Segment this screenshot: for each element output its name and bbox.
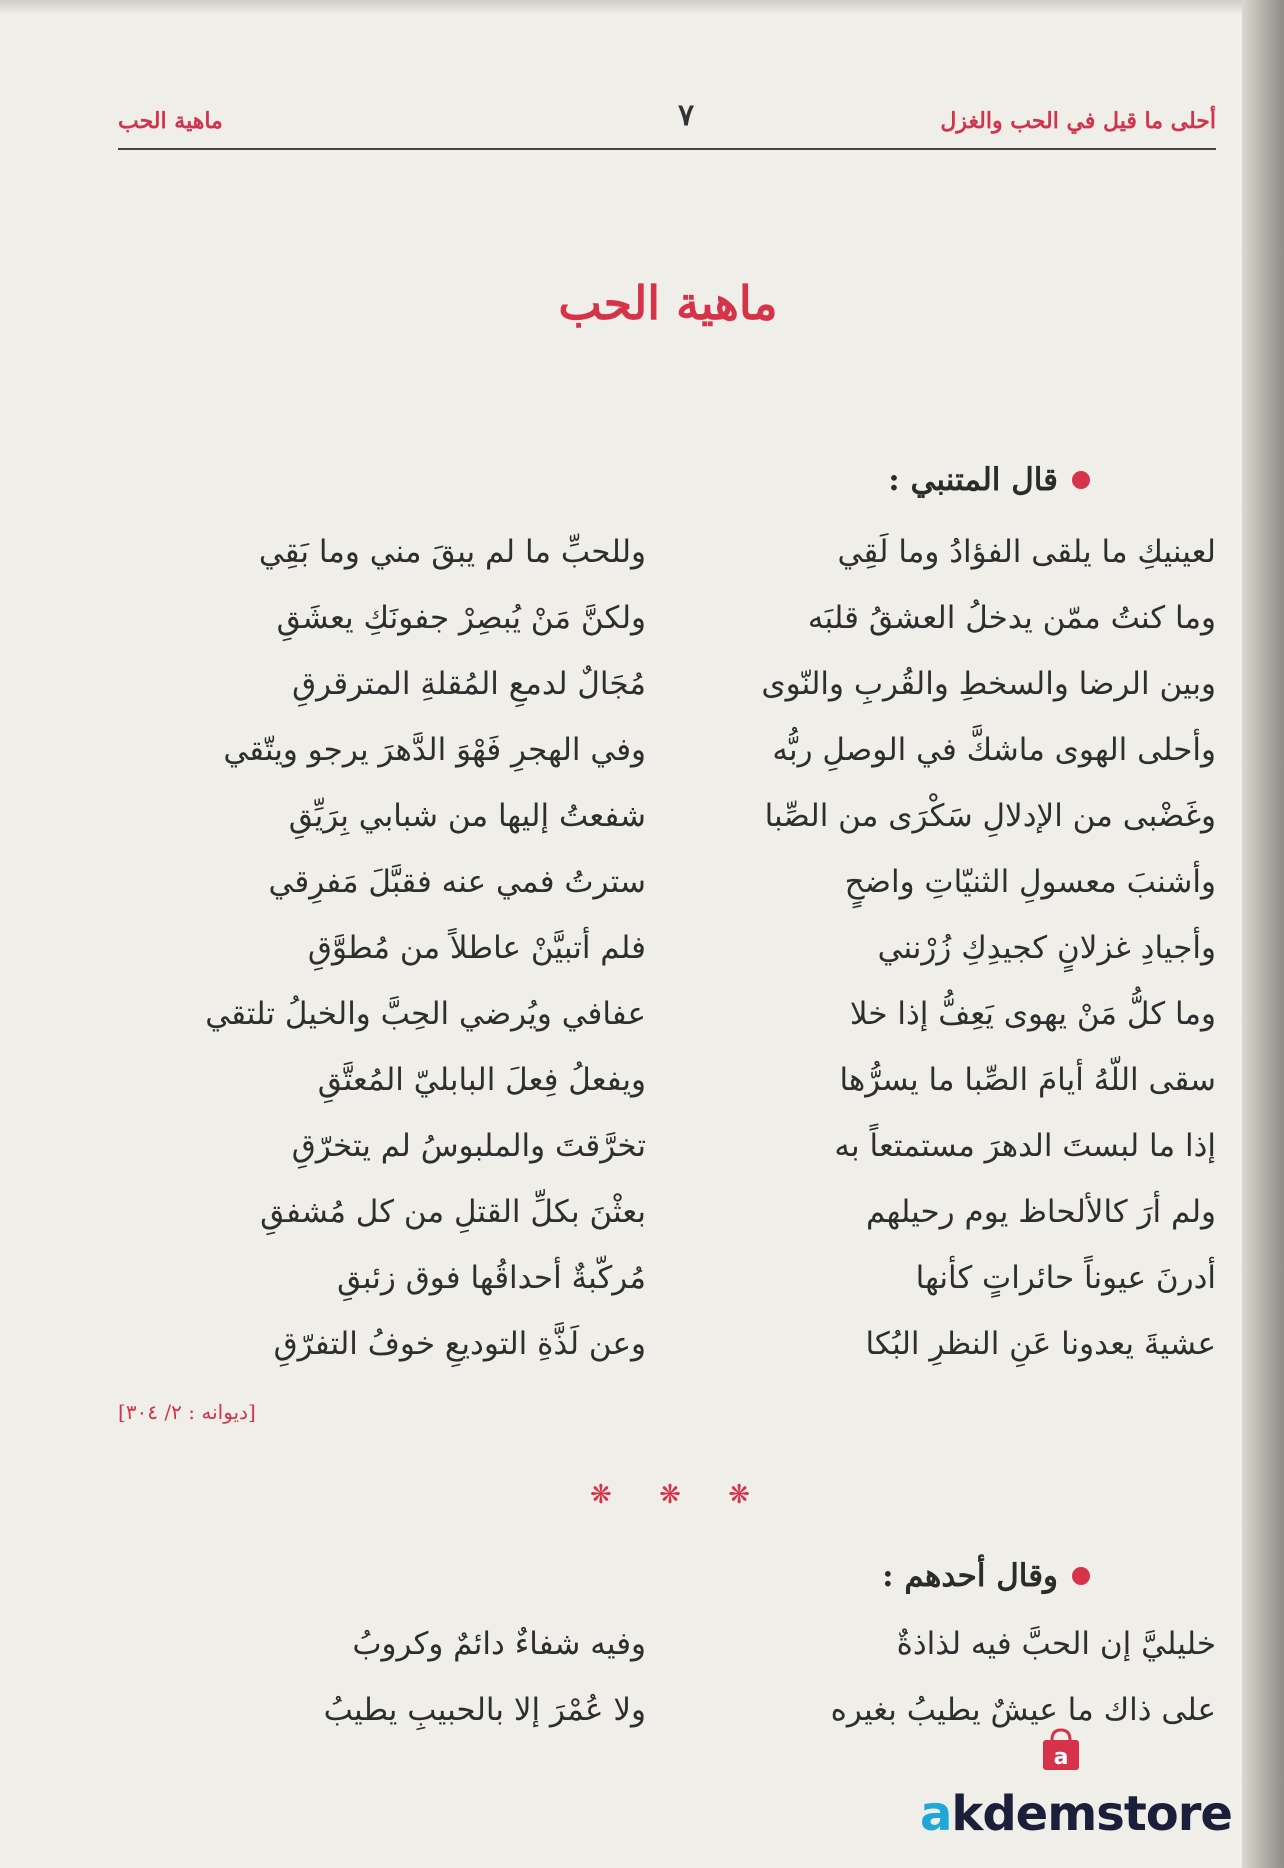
verse-line: [118, 1194, 1216, 1260]
verse-second-hemistich: ولكنَّ مَنْ يُبصِرْ جفونَكِ يعشَقِ: [276, 600, 646, 636]
logo-rest: kdemstore: [951, 1786, 1232, 1842]
verse-second-hemistich: مُجَالٌ لدمعِ المُقلةِ المترقرقِ: [292, 666, 646, 702]
verse-first-hemistich: خليليَّ إن الحبَّ فيه لذاذةٌ: [896, 1626, 1216, 1662]
verse-first-hemistich: وأحلى الهوى ماشكَّ في الوصلِ ربُّه: [772, 732, 1216, 768]
bullet-icon: [1072, 1567, 1090, 1585]
verse-line: [118, 534, 1216, 600]
asterisk-icon: ❋: [659, 1480, 681, 1510]
logo-prefix: a: [920, 1786, 952, 1842]
verse-first-hemistich: وأشنبَ معسولِ الثنيّاتِ واضحٍ: [844, 864, 1216, 900]
poem-mutanabbi: [118, 534, 1216, 1392]
verse-second-hemistich: ولا عُمْرَ إلا بالحبيبِ يطيبُ: [323, 1692, 646, 1728]
verse-second-hemistich: تخرَّقتَ والملبوسُ لم يتخرّقِ: [291, 1128, 646, 1164]
verse-second-hemistich: فلم أتبيَّنْ عاطلاً من مُطوَّقِ: [307, 930, 646, 966]
verse-line: [118, 930, 1216, 996]
badge-letter: a: [1053, 1745, 1069, 1770]
verse-first-hemistich: إذا ما لبستَ الدهرَ مستمتعاً به: [834, 1128, 1216, 1164]
watermark-logo: [920, 1720, 1232, 1842]
bullet-icon: [1072, 471, 1090, 489]
verse-second-hemistich: ويفعلُ فِعلَ البابليّ المُعتَّقِ: [317, 1062, 646, 1098]
asterisk-icon: ❋: [590, 1480, 612, 1510]
shopping-bag-icon: [1038, 1726, 1084, 1772]
verse-line: [118, 1260, 1216, 1326]
asterisk-icon: ❋: [728, 1480, 750, 1510]
verse-first-hemistich: ولم أرَ كالألحاظ يوم رحيلهم: [865, 1194, 1216, 1230]
verse-first-hemistich: وما كلُّ مَنْ يهوى يَعِفُّ إذا خلا: [849, 996, 1216, 1032]
verse-line: [118, 600, 1216, 666]
verse-line: [118, 996, 1216, 1062]
verse-second-hemistich: مُركّبةٌ أحداقُها فوق زئبقِ: [337, 1260, 646, 1296]
verse-first-hemistich: وما كنتُ ممّن يدخلُ العشقُ قلبَه: [807, 600, 1216, 636]
speaker-heading-1: [888, 462, 1090, 498]
verse-line: [118, 732, 1216, 798]
verse-first-hemistich: وبين الرضا والسخطِ والقُربِ والنّوى: [761, 666, 1216, 702]
verse-first-hemistich: على ذاك ما عيشٌ يطيبُ بغيره: [830, 1692, 1216, 1728]
running-header: [118, 96, 1216, 146]
verse-line: [118, 1128, 1216, 1194]
verse-line: [118, 864, 1216, 930]
verse-first-hemistich: وغَضْبى من الإدلالِ سَكْرَى من الصِّبا: [764, 798, 1216, 834]
verse-second-hemistich: بعثْنَ بكلِّ القتلِ من كل مُشفقِ: [260, 1194, 646, 1230]
chapter-title: ماهية الحب: [558, 276, 778, 330]
verse-second-hemistich: وعن لَذَّةِ التوديعِ خوفُ التفرّقِ: [273, 1326, 646, 1362]
verse-line: [118, 1626, 1216, 1692]
page-top-shadow: [0, 0, 1250, 14]
verse-first-hemistich: وأجيادِ غزلانٍ كجيدِكِ زُرْنني: [877, 930, 1216, 966]
speaker-heading-2: [882, 1558, 1090, 1594]
page-number: ٧: [677, 98, 695, 133]
logo-wordmark: [920, 1786, 1232, 1842]
verse-second-hemistich: وفي الهجرِ فَهْوَ الدَّهرَ يرجو ويتّقي: [223, 732, 646, 768]
verse-first-hemistich: عشيةَ يعدونا عَنِ النظرِ البُكا: [865, 1326, 1216, 1362]
verse-second-hemistich: وللحبِّ ما لم يبقَ مني وما بَقِي: [258, 534, 646, 570]
verse-line: [118, 798, 1216, 864]
verse-line: [118, 666, 1216, 732]
verse-first-hemistich: أدرنَ عيوناً حائراتٍ كأنها: [915, 1260, 1216, 1296]
book-title: أحلى ما قيل في الحب والغزل: [940, 108, 1216, 134]
book-spine-shadow: [1242, 0, 1284, 1868]
verse-second-hemistich: عفافي ويُرضي الحِبَّ والخيلُ تلتقي: [205, 996, 646, 1032]
verse-line: [118, 1062, 1216, 1128]
source-citation: [ديوانه : ٢/ ٣٠٤]: [118, 1400, 256, 1424]
verse-line: [118, 1326, 1216, 1392]
section-title: ماهية الحب: [118, 108, 223, 134]
verse-first-hemistich: سقى اللّهُ أيامَ الصِّبا ما يسرُّها: [839, 1062, 1216, 1098]
verse-second-hemistich: شفعتُ إليها من شبابي بِرَيِّقِ: [288, 798, 646, 834]
verse-second-hemistich: سترتُ فمي عنه فقبَّلَ مَفرِقي: [268, 864, 646, 900]
speaker-label: قال المتنبي :: [888, 462, 1058, 498]
header-rule: [118, 148, 1216, 150]
verse-second-hemistich: وفيه شفاءٌ دائمٌ وكروبُ: [352, 1626, 646, 1662]
section-separator: [590, 1480, 750, 1510]
speaker-label: وقال أحدهم :: [882, 1558, 1058, 1594]
verse-first-hemistich: لعينيكِ ما يلقى الفؤادُ وما لَقِي: [837, 534, 1216, 570]
